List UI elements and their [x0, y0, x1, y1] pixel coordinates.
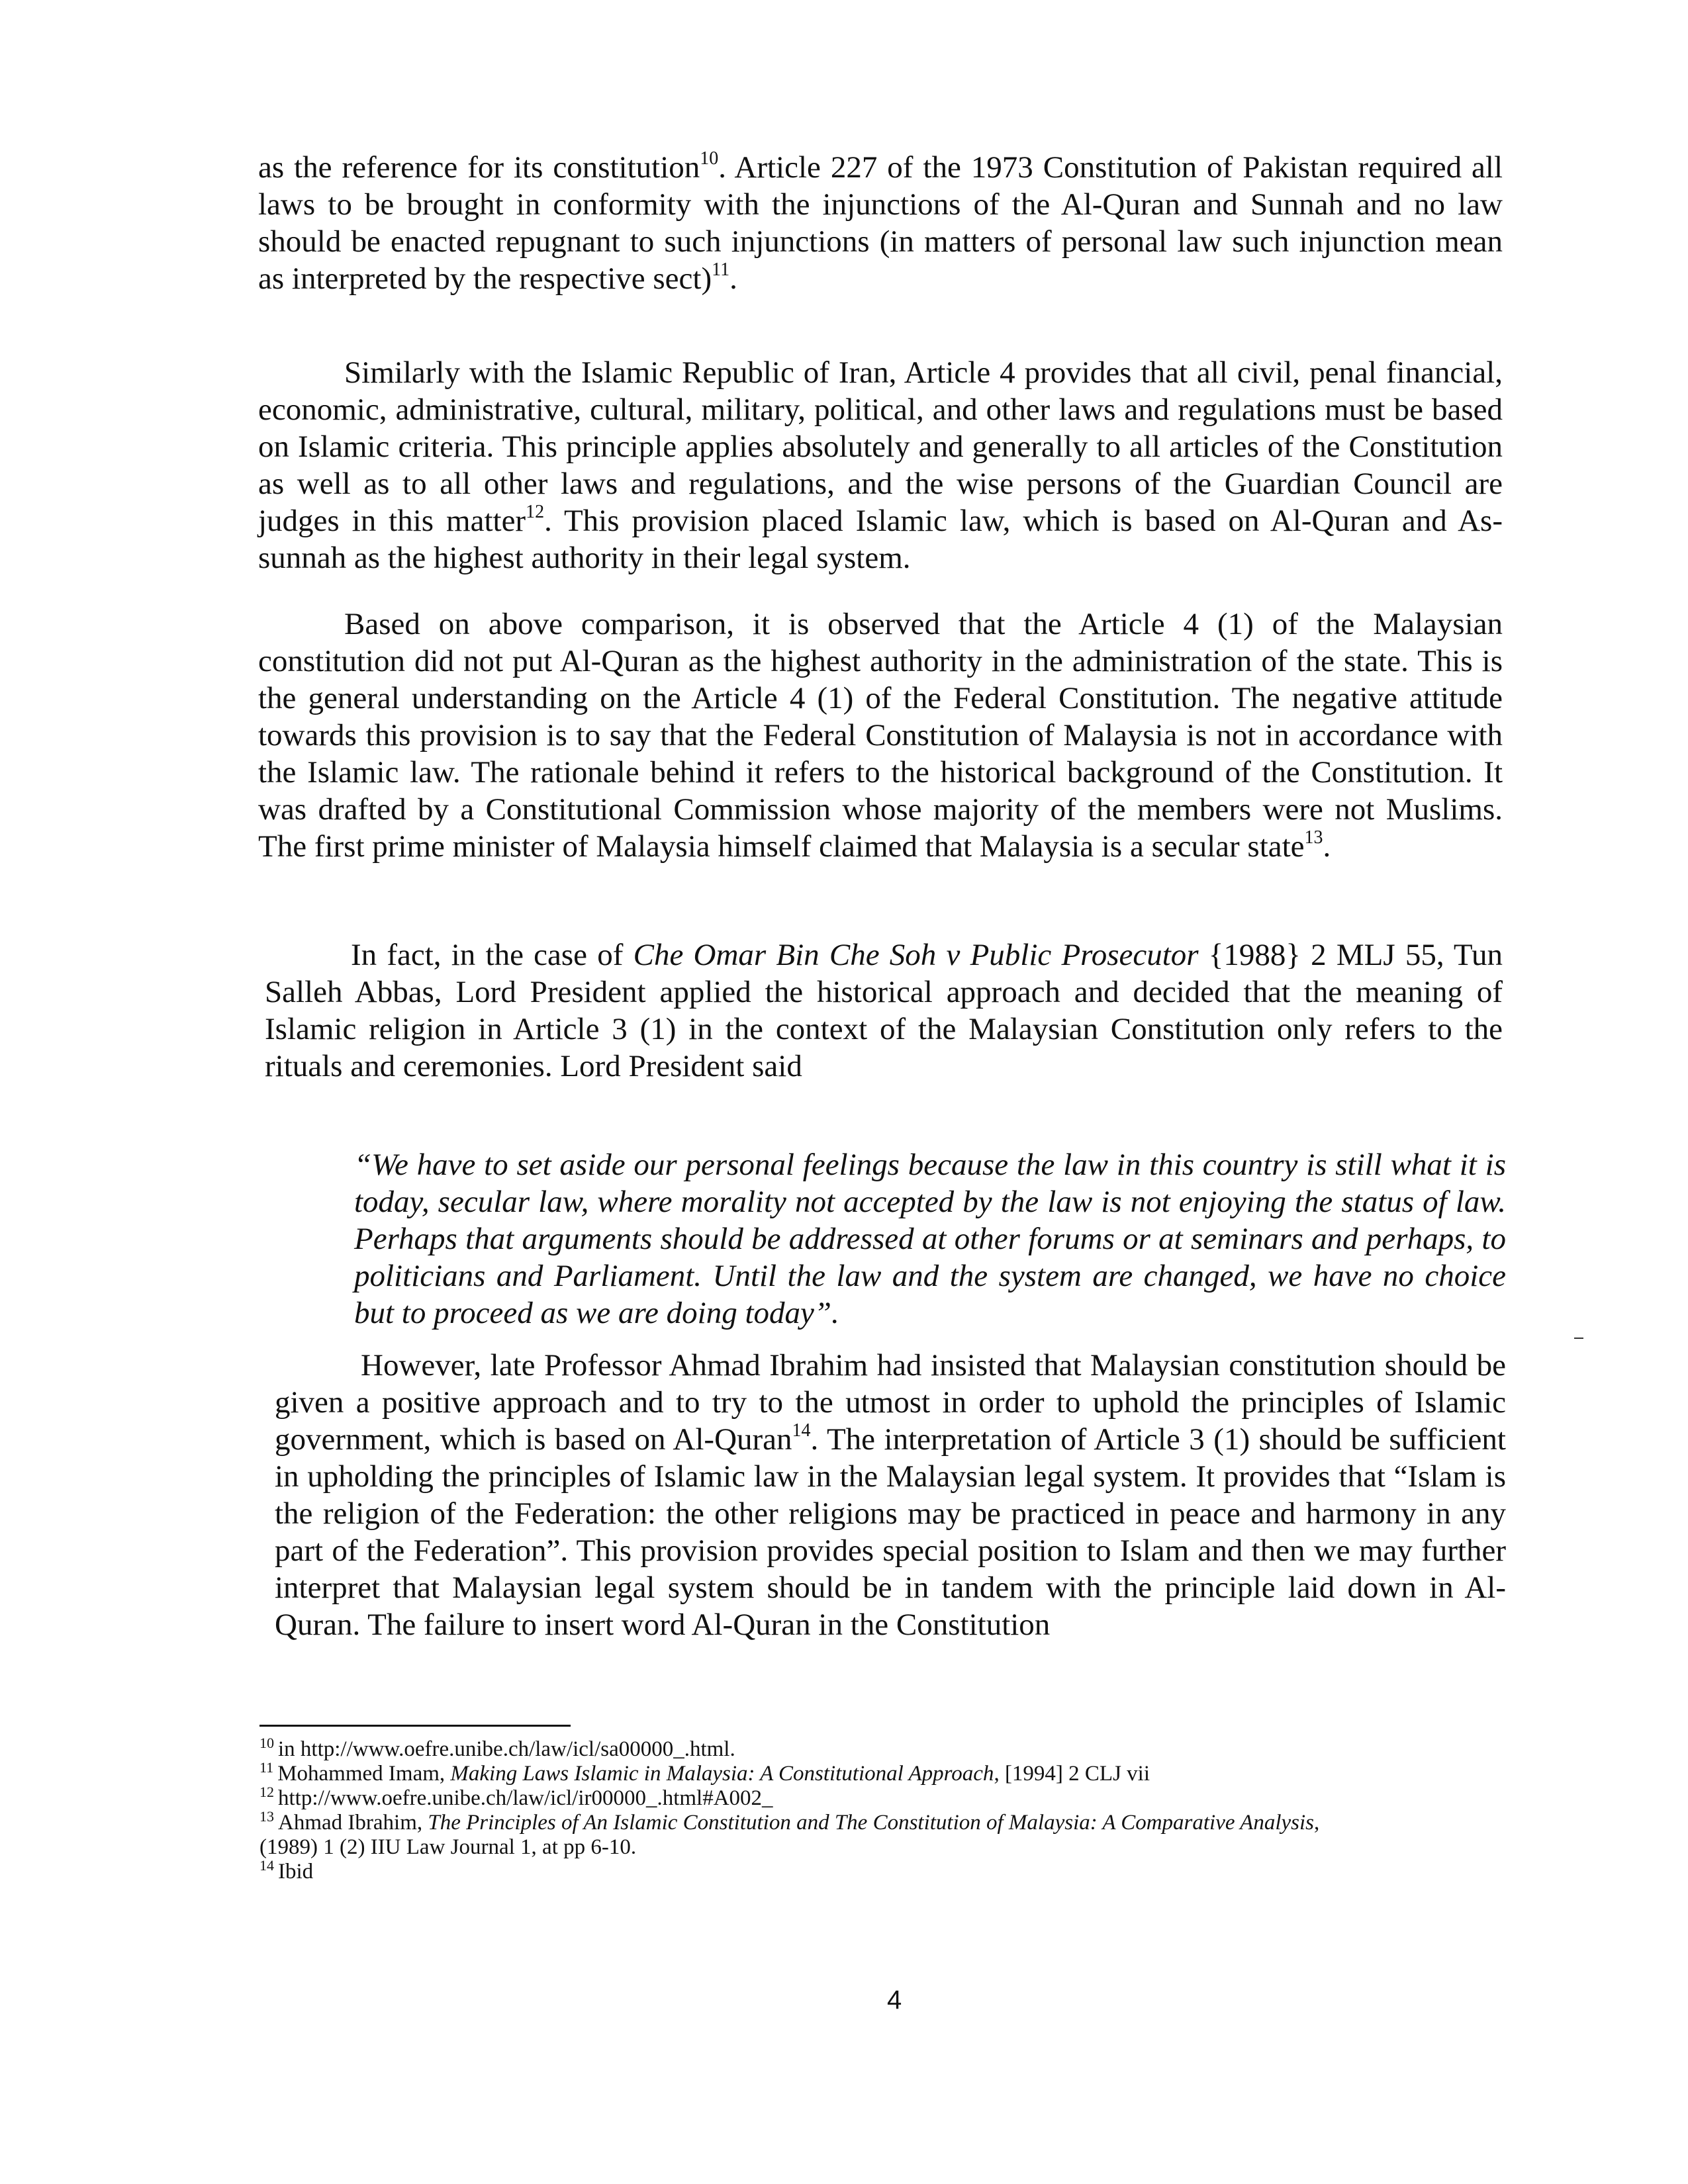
paragraph-text: . The interpretation of Article 3 (1) should be sufficient in upholding the principles of Islamic law in the Malaysian legal system. It provides that “Islam is the religion of the Federation: the other religions may be practiced in peace and harmony in any part of the Federation”. This provision provides special position to Islam and then we may further interpret that Malaysian legal system should be in tandem with the principle laid down in Al-Quran. The failure to insert word Al-Quran in the Constitution [275, 1422, 1506, 1642]
footnotes [259, 1737, 1491, 1884]
footnote-text[interactable]: in http://www.oefre.unibe.ch/law/icl/sa00000_.html. [278, 1737, 735, 1761]
paragraph-text: In fact, in the case of [351, 938, 633, 972]
footnote-13-continuation: (1989) 1 (2) IIU Law Journal 1, at pp 6-10. [259, 1835, 637, 1859]
footnote-ref-10[interactable]: 10 [700, 148, 719, 169]
paragraph-text: . [1323, 829, 1331, 864]
paragraph-text: . [729, 261, 737, 296]
paragraph-pakistan [258, 149, 1503, 297]
footnote-author: Mohammed Imam, [277, 1762, 451, 1786]
footnote-text: Ibid [278, 1860, 314, 1884]
footnote-number: 14 [259, 1857, 274, 1874]
footnote-11 [259, 1759, 1491, 1786]
footnote-title: Making Laws Islamic in Malaysia: A Constitutional Approach [450, 1762, 994, 1786]
footnote-number: 12 [259, 1784, 274, 1800]
footnote-citation: , [1994] 2 CLJ vii [994, 1762, 1150, 1786]
paragraph-case [265, 936, 1503, 1085]
footnote-ref-12[interactable]: 12 [526, 502, 545, 522]
footnote-text[interactable]: http://www.oefre.unibe.ch/law/icl/ir00000_.html#A002_ [278, 1786, 773, 1810]
paragraph-ahmad-ibrahim [275, 1347, 1506, 1643]
case-name: Che Omar Bin Che Soh v Public Prosecutor [633, 938, 1199, 972]
footnote-author: Ahmad Ibrahim, [278, 1811, 428, 1835]
paragraph-text: . Article 227 of the 1973 Constitution of Pakistan required all laws to be brought in conformity with the injunctions of the Al-Quran and Sunnah and no law should be enacted repugnant to such injunctions (in matters of personal law such injunction mean as interpreted by the respective sect) [258, 150, 1503, 296]
footnote-separator [259, 1725, 571, 1727]
paragraph-text: as the reference for its constitution [258, 150, 700, 185]
paragraph-text: . This provision placed Islamic law, which is based on Al-Quran and As-sunnah as the highest authority in their legal system. [258, 504, 1503, 575]
paragraph-comparison [258, 606, 1503, 865]
paragraph-iran [258, 354, 1503, 576]
paragraph-text: However, late Professor Ahmad Ibrahim had insisted that Malaysian constitution should be given a positive approach and to try to the utmost in order to uphold the principles of Islamic government, which is based on Al-Quran [275, 1348, 1506, 1457]
paragraph-text: Based on above comparison, it is observed that the Article 4 (1) of the Malaysian constitution did not put Al-Quran as the highest authority in the administration of the state. This is the general understanding on the Article 4 (1) of the Federal Constitution. The negative attitude towards this provision is to say that the Federal Constitution of Malaysia is not in accordance with the Islamic law. The rationale behind it refers to the historical background of the Constitution. It was drafted by a Constitutional Commission whose majority of the members were not Muslims. The first prime minister of Malaysia himself claimed that Malaysia is a secular state [258, 607, 1503, 864]
block-quote: “We have to set aside our personal feelings because the law in this country is still what it is today, secular law, where morality not accepted by the law is not enjoying the status of law. Perhaps that arguments should be addressed at other forums or at seminars and perhaps, to politicians and Parliament. Until the law and the system are changed, we have no choice but to proceed as we are doing today”. [354, 1148, 1506, 1330]
footnote-title: The Principles of An Islamic Constitution and The Constitution of Malaysia: A Comparative Analysis [428, 1811, 1315, 1835]
footnote-number: 13 [259, 1808, 274, 1825]
footnote-14 [259, 1857, 1491, 1884]
footnote-13 [259, 1808, 1491, 1835]
footnote-number: 11 [259, 1759, 274, 1776]
footnote-number: 10 [259, 1735, 274, 1751]
footnote-ref-11[interactable]: 11 [712, 259, 730, 280]
page-number: 4 [887, 1985, 902, 2015]
footnote-10 [259, 1737, 1491, 1762]
footnote-citation: , [1314, 1811, 1320, 1835]
paragraph-text: {1988} 2 MLJ 55, Tun Salleh Abbas, Lord President applied the historical approach and decided that the meaning of Islamic religion in Article 3 (1) in the context of the Malaysian Constitution only refers to the rituals and ceremonies. Lord President said [265, 938, 1503, 1083]
footnote-ref-13[interactable]: 13 [1304, 827, 1323, 848]
footnote-ref-14[interactable]: 14 [792, 1420, 811, 1441]
paragraph-text: Similarly with the Islamic Republic of Iran, Article 4 provides that all civil, penal financial, economic, administrative, cultural, military, political, and other laws and regulations must be based on Islamic criteria. This principle applies absolutely and generally to all articles of the Constitution as well as to all other laws and regulations, and the wise persons of the Guardian Council are judges in this matter [258, 355, 1503, 538]
margin-mark [1574, 1338, 1583, 1339]
footnote-12 [259, 1786, 1491, 1811]
